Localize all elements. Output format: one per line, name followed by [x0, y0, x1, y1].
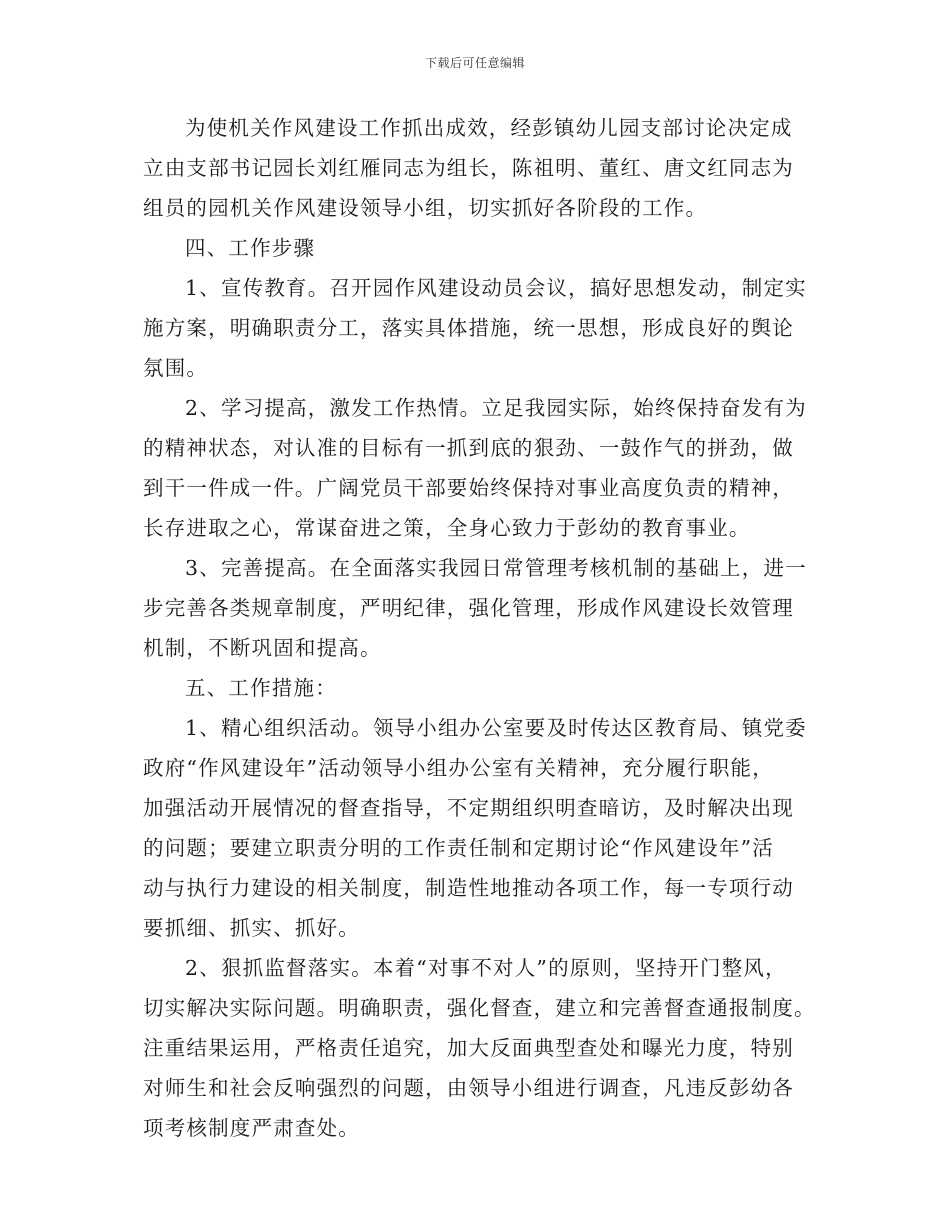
text-line: 到干一件成一件。广阔党员干部要始终保持对事业高度负责的精神，: [143, 476, 794, 500]
text-line: 四、工作步骤: [185, 236, 316, 260]
text-line: 机制，不断巩固和提高。: [143, 636, 382, 660]
text-line: 3、完善提高。在全面落实我园日常管理考核机制的基础上，进一: [185, 556, 807, 580]
text-line: 动与执行力建设的相关制度，制造性地推动各项工作，每一专项行动: [143, 876, 794, 900]
page-header-note: 下载后可任意编辑: [424, 56, 525, 70]
text-line: 的问题；要建立职责分明的工作责任制和定期讨论“作风建设年”活: [143, 836, 774, 860]
document-body: [143, 108, 816, 1148]
text-line: 政府“作风建设年”活动领导小组办公室有关精神，充分履行职能，: [143, 756, 774, 780]
text-line: 项考核制度严肃查处。: [143, 1116, 360, 1140]
text-line: 长存进取之心，常谋奋进之策，全身心致力于彭幼的教育事业。: [143, 516, 751, 540]
text-line: 2、学习提高，激发工作热情。立足我园实际，始终保持奋发有为: [185, 396, 807, 420]
text-line: 为使机关作风建设工作抓出成效，经彭镇幼儿园支部讨论决定成: [185, 116, 793, 140]
text-line: 步完善各类规章制度，严明纪律，强化管理，形成作风建设长效管理: [143, 596, 794, 620]
text-line: 对师生和社会反响强烈的问题，由领导小组进行调查，凡违反彭幼各: [143, 1076, 794, 1100]
text-line: 五、工作措施：: [185, 676, 337, 700]
text-line: 施方案，明确职责分工，落实具体措施，统一思想，形成良好的舆论: [143, 316, 794, 340]
text-line: 的精神状态，对认准的目标有一抓到底的狠劲、一鼓作气的拼劲，做: [143, 436, 794, 460]
text-line: 切实解决实际问题。明确职责，强化督查，建立和完善督查通报制度。: [143, 996, 816, 1020]
text-line: 组员的园机关作风建设领导小组，切实抓好各阶段的工作。: [143, 196, 708, 220]
text-line: 1、精心组织活动。领导小组办公室要及时传达区教育局、镇党委: [185, 716, 807, 740]
text-line: 立由支部书记园长刘红雁同志为组长，陈祖明、董红、唐文红同志为: [143, 156, 794, 180]
text-line: 1、宣传教育。召开园作风建设动员会议，搞好思想发动，制定实: [185, 276, 807, 300]
text-line: 氛围。: [143, 356, 209, 380]
text-line: 注重结果运用，严格责任追究，加大反面典型查处和曝光力度，特别: [143, 1036, 794, 1060]
text-line: 要抓细、抓实、抓好。: [143, 916, 360, 940]
text-line: 加强活动开展情况的督查指导，不定期组织明查暗访，及时解决出现: [143, 796, 794, 820]
text-line: 2、狠抓监督落实。本着“对事不对人”的原则，坚持开门整风，: [185, 956, 787, 980]
